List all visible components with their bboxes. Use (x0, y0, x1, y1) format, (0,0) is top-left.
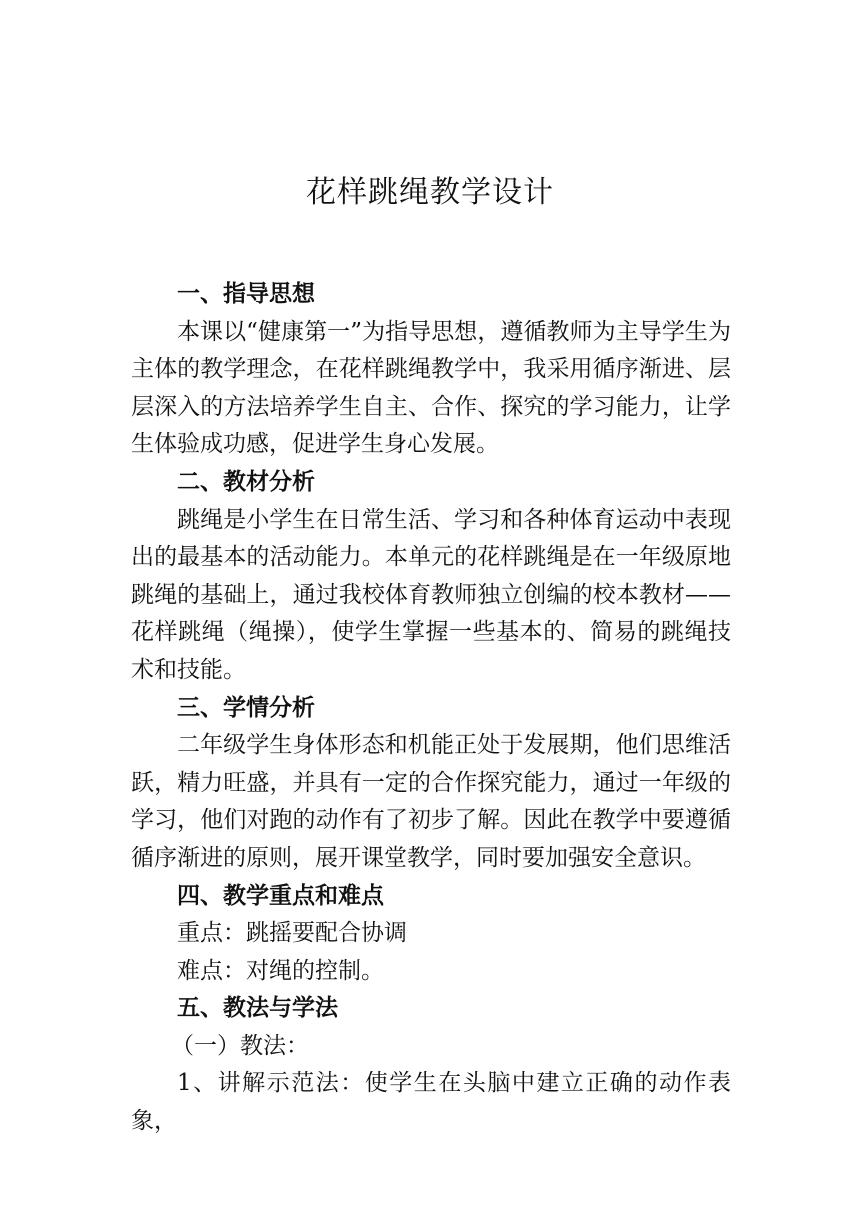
section-heading-textbook-analysis: 二、教材分析 (177, 468, 315, 495)
section-heading-student-analysis: 三、学情分析 (177, 694, 315, 721)
document-title: 花样跳绳教学设计 (306, 175, 554, 210)
document-body (131, 276, 731, 1141)
paragraph-textbook-analysis: 跳绳是小学生在日常生活、学习和各种体育运动中表现出的最基本的活动能力。本单元的花样跳绳是在一年级原地跳绳的基础上，通过我校体育教师独立创编的校本教材——花样跳绳（绳操），使学生掌握一些基本的、简易的跳绳技术和技能。 (131, 506, 731, 683)
section-heading-guiding-ideology: 一、指导思想 (177, 281, 315, 307)
paragraph-difficult-point: 难点：对绳的控制。 (177, 957, 384, 984)
paragraph-guiding-ideology: 本课以“健康第一”为指导思想，遵循教师为主导学生为主体的教学理念，在花样跳绳教学中，我采用循序渐进、层层深入的方法培养学生自主、合作、探究的学习能力，让学生体验成功感，促进学生身心发展。 (131, 318, 731, 458)
subheading-teaching-method: （一）教法： (171, 1032, 309, 1059)
section-heading-methods: 五、教法与学法 (177, 995, 338, 1022)
section-heading-key-points: 四、教学重点和难点 (177, 882, 384, 909)
paragraph-demonstration-method: 1、讲解示范法：使学生在头脑中建立正确的动作表象， (131, 1070, 731, 1135)
paragraph-key-point: 重点：跳摇要配合协调 (177, 920, 407, 947)
paragraph-student-analysis: 二年级学生身体形态和机能正处于发展期，他们思维活跃，精力旺盛，并具有一定的合作探究能力，通过一年级的学习，他们对跑的动作有了初步了解。因此在教学中要遵循循序渐进的原则，展开课堂教学，同时要加强安全意识。 (131, 732, 731, 871)
